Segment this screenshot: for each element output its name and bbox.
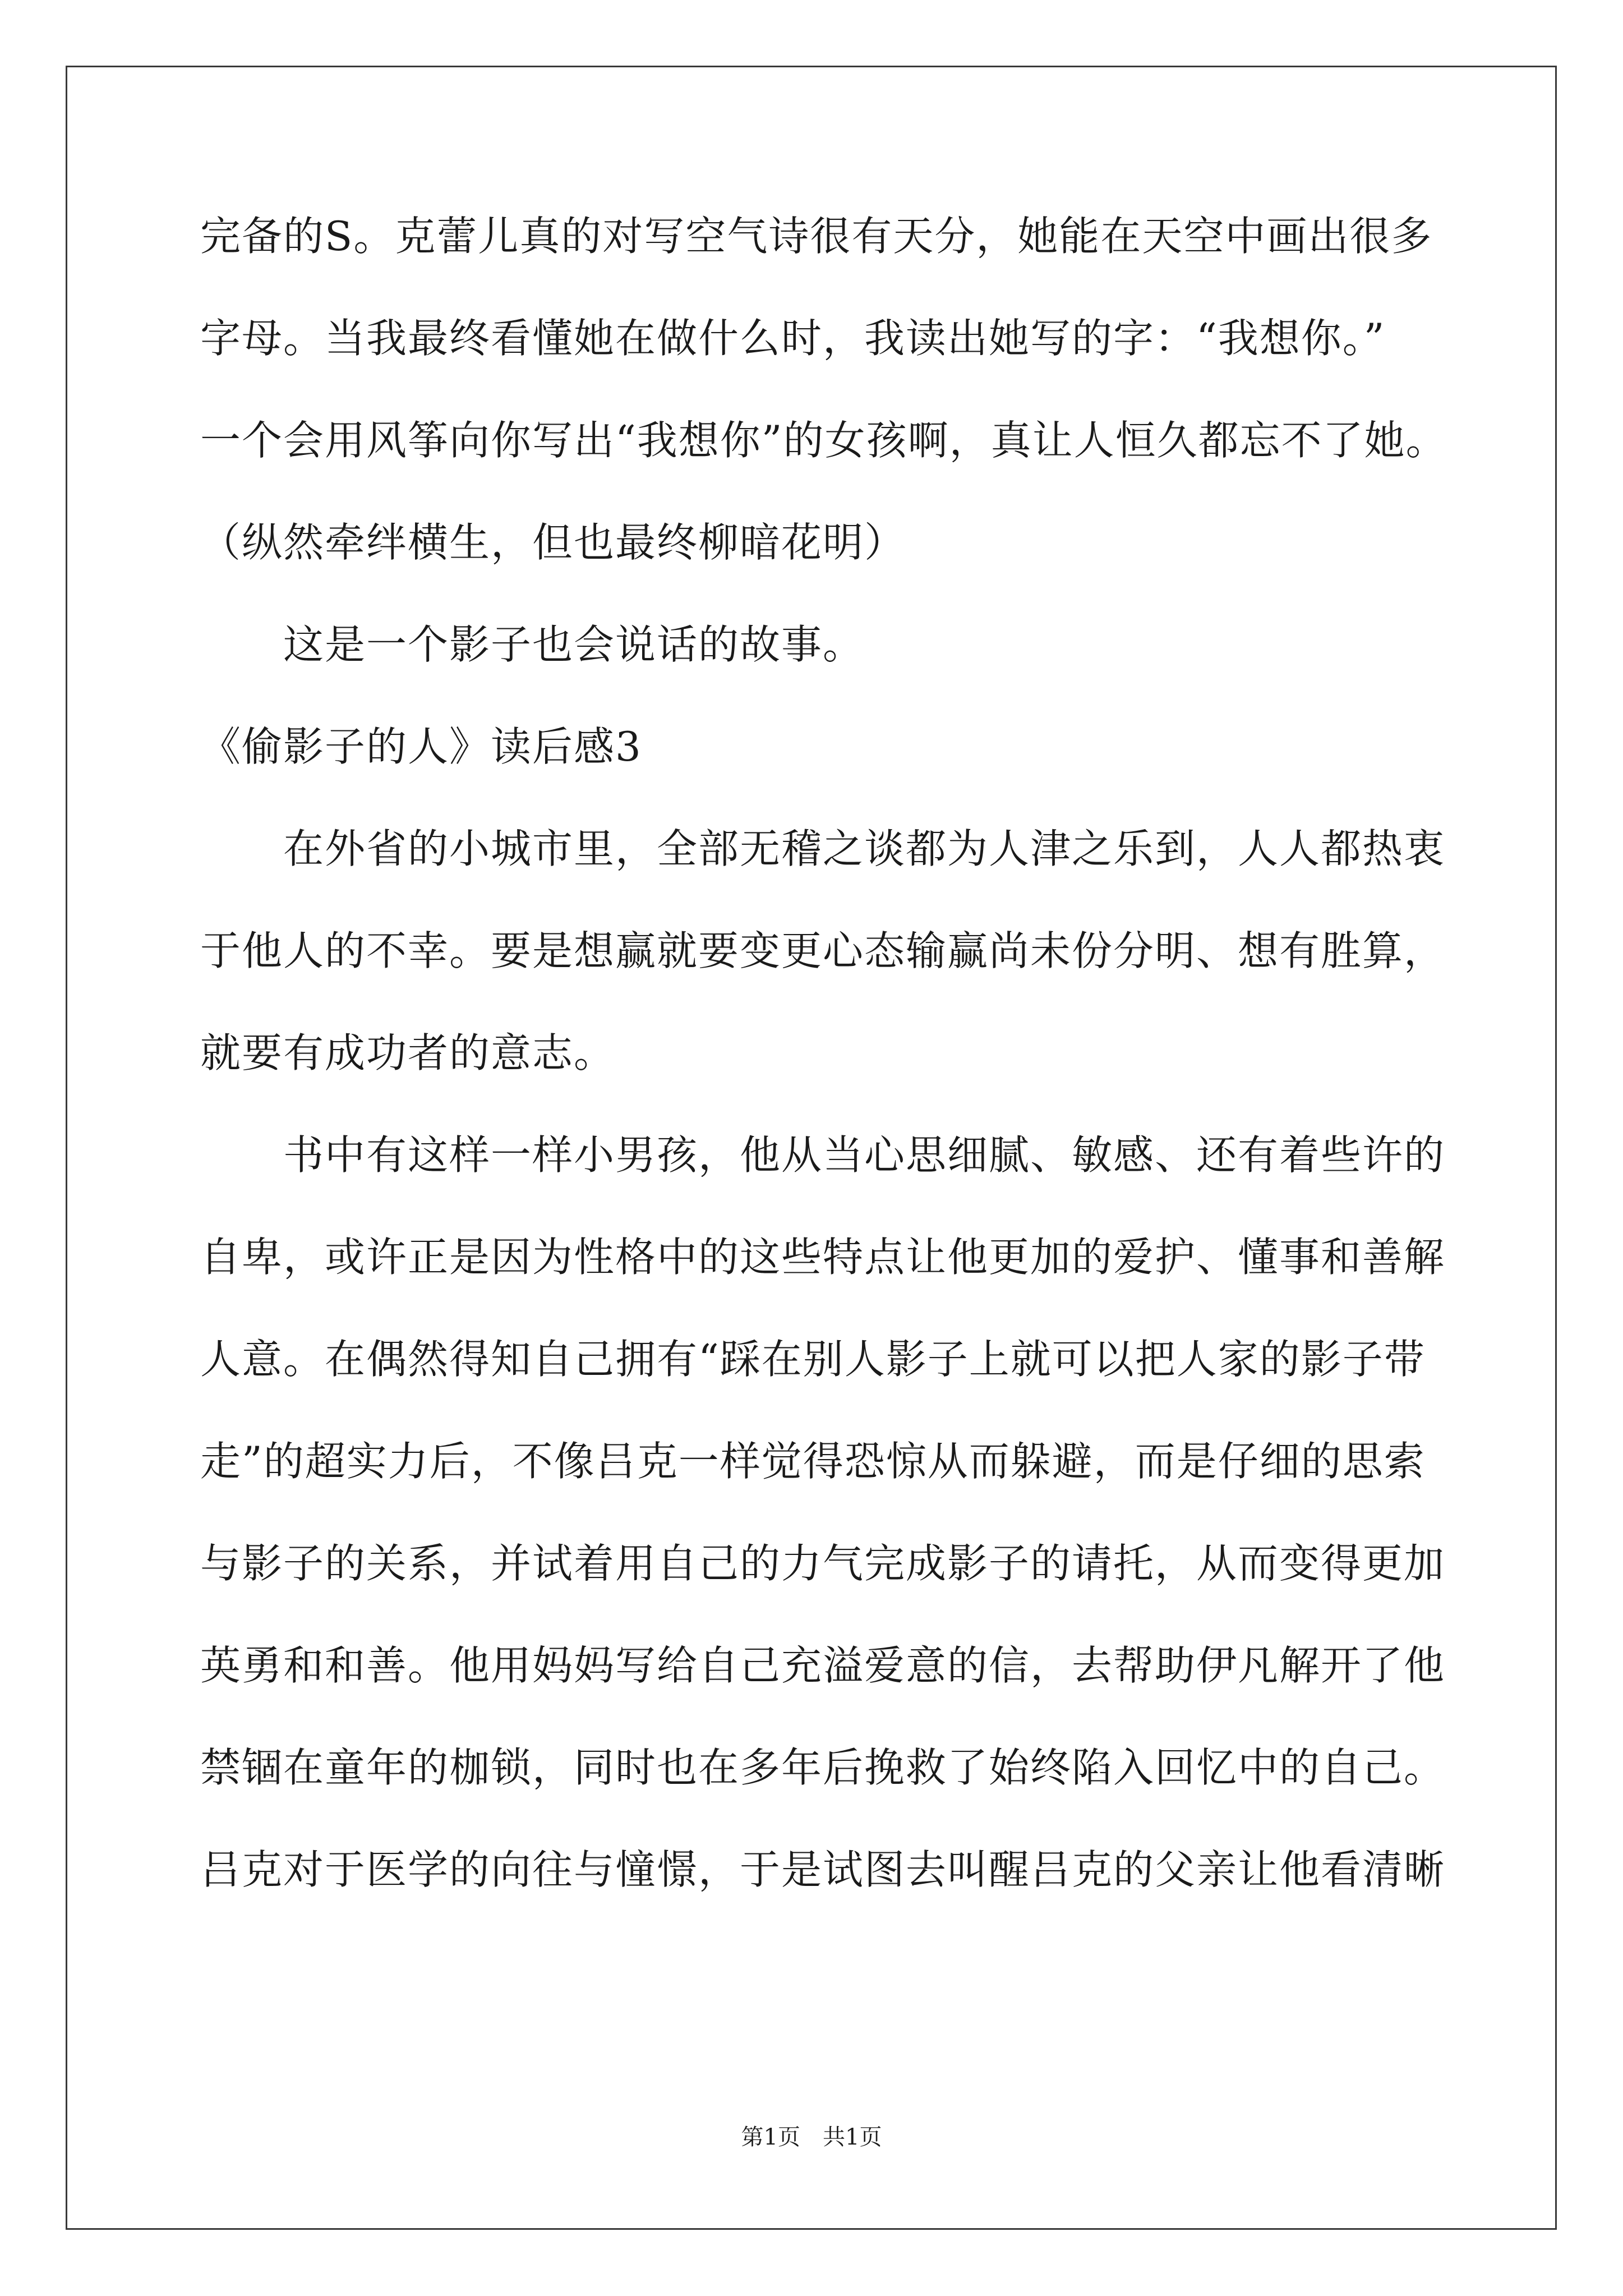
text-line: 在外省的小城市里，全部无稽之谈都为人津之乐到，人人都热衷	[200, 825, 1446, 872]
text-line: 吕克对于医学的向往与憧憬，于是试图去叫醒吕克的父亲让他看清晰	[200, 1846, 1446, 1893]
text-line: （纵然牵绊横生，但也最终柳暗花明）	[200, 519, 906, 566]
text-line: 完备的S。克蕾儿真的对写空气诗很有天分，她能在天空中画出很多	[200, 213, 1433, 260]
page-number-footer: 第1页 共1页	[741, 2124, 882, 2150]
text-line: 英勇和和善。他用妈妈写给自己充溢爱意的信，去帮助伊凡解开了他	[200, 1642, 1446, 1689]
text-line: 禁锢在童年的枷锁，同时也在多年后挽救了始终陷入回忆中的自己。	[200, 1744, 1446, 1791]
text-line: 就要有成功者的意志。	[200, 1029, 616, 1076]
text-line: 人意。在偶然得知自己拥有“踩在别人影子上就可以把人家的影子带	[200, 1336, 1426, 1383]
text-line: 字母。当我最终看懂她在做什么时，我读出她写的字：“我想你。”	[200, 315, 1386, 362]
text-line: 走”的超实力后，不像吕克一样觉得恐惊从而躲避，而是仔细的思索	[200, 1438, 1426, 1485]
section-heading: 《偷影子的人》读后感3	[200, 723, 642, 770]
text-line: 书中有这样一样小男孩，他从当心思细腻、敏感、还有着些许的	[200, 1131, 1446, 1179]
text-line: 一个会用风筝向你写出“我想你”的女孩啊，真让人恒久都忘不了她。	[200, 417, 1447, 464]
document-body	[200, 213, 1473, 1952]
text-line: 这是一个影子也会说话的故事。	[200, 621, 865, 668]
text-line: 自卑，或许正是因为性格中的这些特点让他更加的爱护、懂事和善解	[200, 1234, 1446, 1281]
text-line: 于他人的不幸。要是想赢就要变更心态输赢尚未份分明、想有胜算，	[200, 927, 1446, 974]
text-line: 与影子的关系，并试着用自己的力气完成影子的请托，从而变得更加	[200, 1540, 1446, 1587]
